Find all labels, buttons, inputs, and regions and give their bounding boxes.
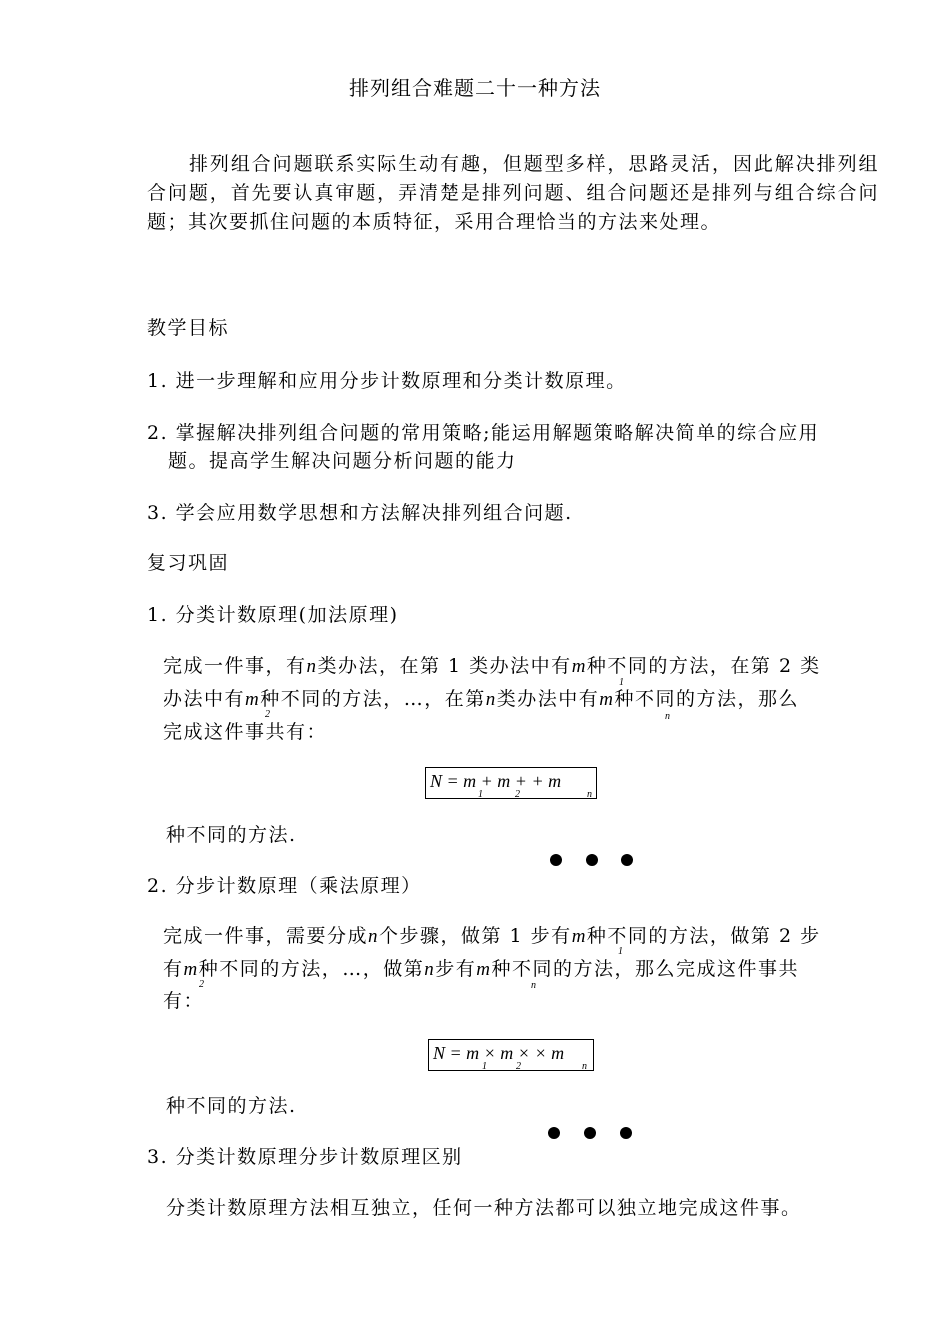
subscript-2: 2 bbox=[265, 709, 270, 720]
var-n: n bbox=[306, 656, 318, 677]
subscript-1: 1 bbox=[619, 677, 624, 688]
ellipsis-dot bbox=[584, 1127, 596, 1139]
section1-line1: 完成一件事，有n类办法，在第 1 类办法中有m种不同的方法，在第 2 类 bbox=[163, 655, 821, 677]
ellipsis-dot bbox=[586, 854, 598, 866]
var-m: m bbox=[571, 656, 587, 677]
section2-line1: 完成一件事，需要分成n个步骤，做第 1 步有m种不同的方法，做第 2 步 bbox=[163, 925, 821, 947]
ellipsis-dot bbox=[550, 854, 562, 866]
section2-after: 种不同的方法. bbox=[166, 1095, 297, 1117]
multiplication-formula-box: N = m × m × × m 1 2 n bbox=[428, 1039, 594, 1071]
goals-heading: 教学目标 bbox=[147, 317, 230, 339]
section1-after: 种不同的方法. bbox=[166, 824, 297, 846]
section2-line3: 有： bbox=[163, 990, 205, 1012]
document-title: 排列组合难题二十一种方法 bbox=[349, 76, 601, 100]
goal-item-2: 2. 掌握解决排列组合问题的常用策略;能运用解题策略解决简单的综合应用 bbox=[147, 422, 820, 444]
addition-formula-box: N = m + m + + m 1 2 n bbox=[425, 767, 597, 799]
review-heading: 复习巩固 bbox=[147, 552, 230, 574]
goal-item-2-cont: 题。提高学生解决问题分析问题的能力 bbox=[168, 450, 517, 472]
ellipsis-dot bbox=[621, 854, 633, 866]
multiplication-formula: N = m × m × × m bbox=[433, 1043, 565, 1063]
section1-line3: 完成这件事共有： bbox=[163, 721, 328, 743]
goal-item-3: 3. 学会应用数学思想和方法解决排列组合问题. bbox=[147, 502, 573, 524]
subscript-n: n bbox=[665, 711, 670, 722]
ellipsis-dot bbox=[620, 1127, 632, 1139]
ellipsis-dot bbox=[548, 1127, 560, 1139]
section2-line2: 有m种不同的方法，…，做第n步有m种不同的方法，那么完成这件事共 bbox=[163, 958, 800, 980]
addition-formula: N = m + m + + m bbox=[430, 771, 562, 791]
intro-paragraph: 排列组合问题联系实际生动有趣，但题型多样，思路灵活，因此解决排列组合问题，首先要认真审题，弄清楚是排列问题、组合问题还是排列与组合综合问题；其次要抓住问题的本质特征，采用合理恰当的方法来处理。 bbox=[147, 153, 879, 233]
section1-heading: 1. 分类计数原理(加法原理) bbox=[147, 604, 399, 626]
goal-item-1: 1. 进一步理解和应用分步计数原理和分类计数原理。 bbox=[147, 370, 627, 392]
section3-heading: 3. 分类计数原理分步计数原理区别 bbox=[147, 1146, 463, 1168]
section3-text: 分类计数原理方法相互独立，任何一种方法都可以独立地完成这件事。 bbox=[166, 1197, 802, 1219]
section2-heading: 2. 分步计数原理（乘法原理） bbox=[147, 875, 422, 897]
section1-line2: 办法中有m种不同的方法，…，在第n类办法中有m种不同的方法，那么 bbox=[163, 688, 800, 710]
